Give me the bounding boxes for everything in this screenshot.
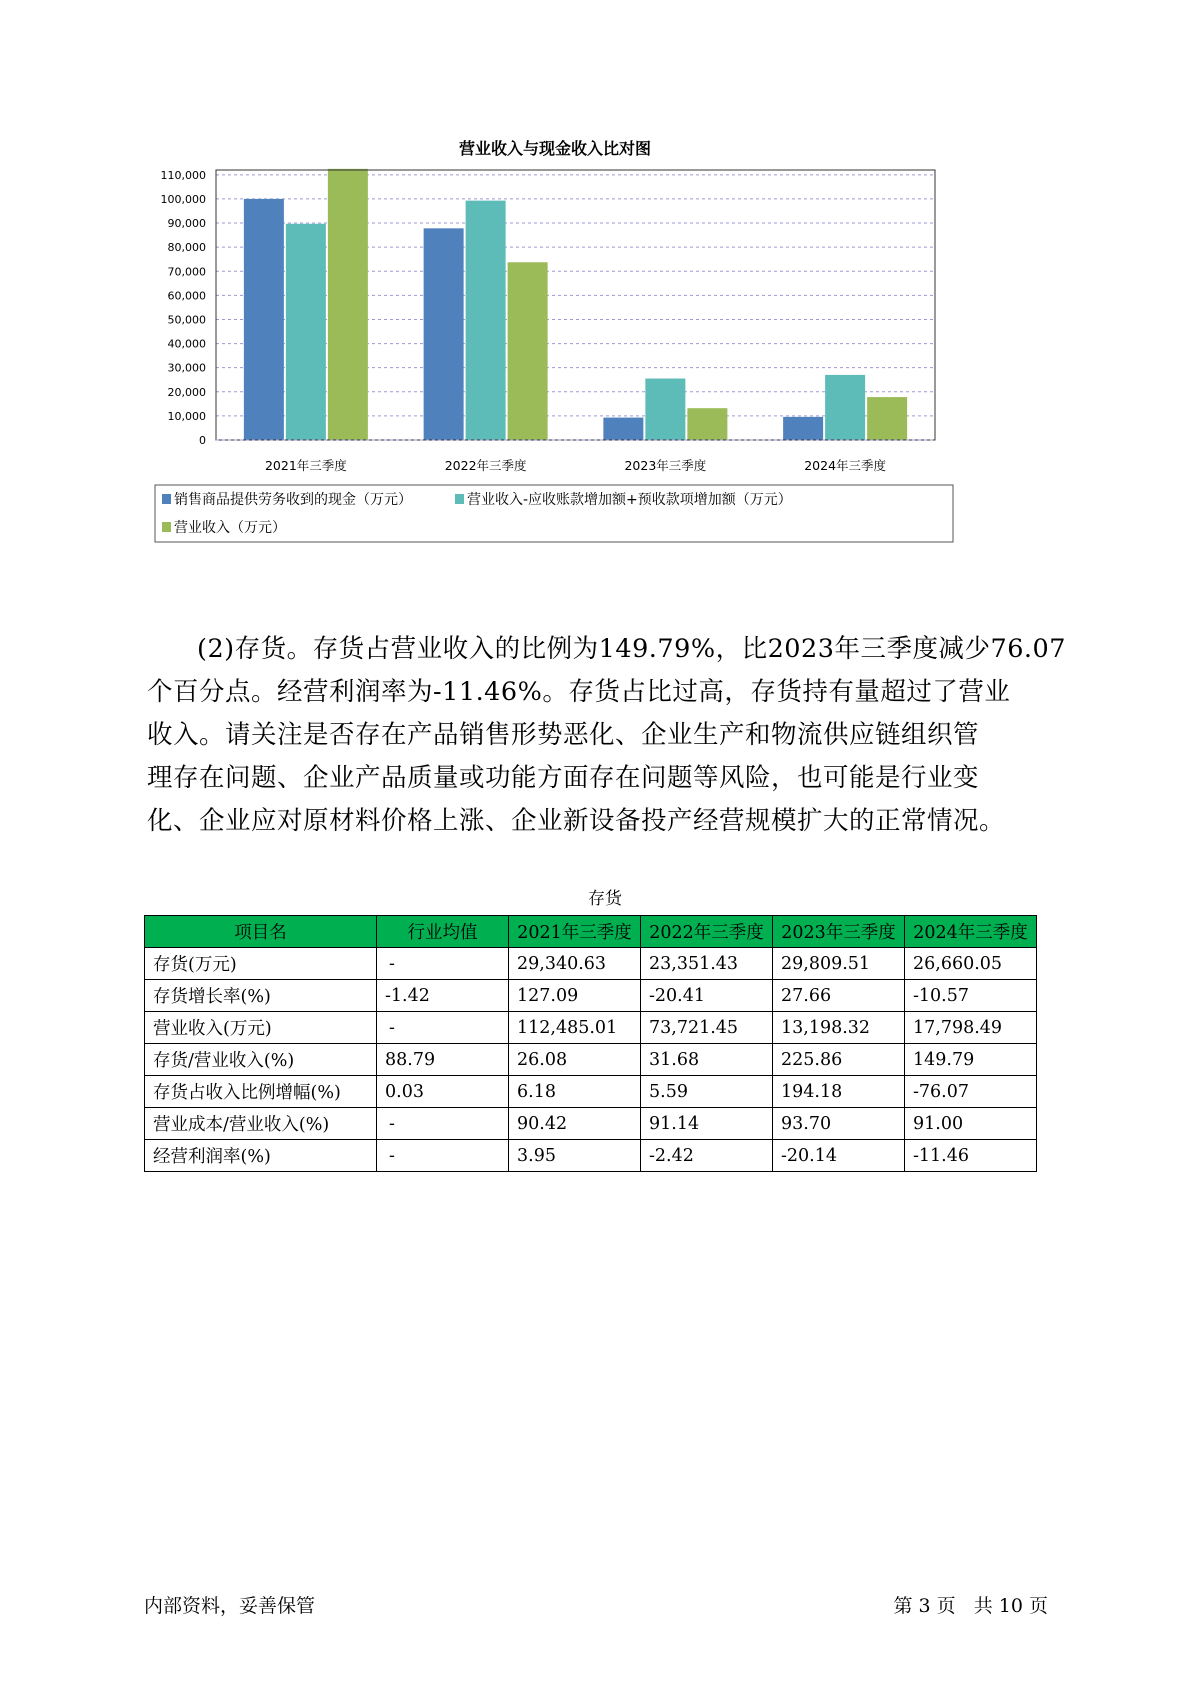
footer-confidential-note: 内部资料，妥善保管 — [144, 1595, 316, 1617]
revenue-cash-chart — [150, 135, 960, 545]
y-tick-label: 90,000 — [167, 217, 206, 231]
table-cell: 存货(万元) — [145, 948, 377, 980]
y-tick-label: 0 — [199, 434, 206, 447]
y-tick-label: 100,000 — [160, 192, 206, 206]
footer-page-number: 第 3 页 共 10 页 — [893, 1595, 1048, 1617]
header-2023q3: 2023年三季度 — [773, 916, 905, 948]
chart-legend — [155, 485, 953, 542]
y-tick-label: 50,000 — [167, 313, 206, 327]
legend-label: 销售商品提供劳务收到的现金（万元） — [174, 492, 412, 508]
bar-2024年三季度-series-2 — [867, 397, 907, 440]
bar-2024年三季度-series-0 — [783, 417, 823, 440]
table-cell: 23,351.43 — [641, 948, 773, 980]
y-tick-label: 30,000 — [167, 361, 206, 375]
paragraph-line: 收入。请关注是否存在产品销售形势恶化、企业生产和物流供应链组织管 — [147, 720, 980, 750]
inventory-table — [144, 915, 1037, 1172]
table-cell: - — [377, 1012, 509, 1044]
paragraph-line: 个百分点。经营利润率为-11.46%。存货占比过高，存货持有量超过了营业 — [147, 677, 1011, 707]
legend-label: 营业收入（万元） — [174, 520, 286, 536]
table-cell: 93.70 — [773, 1108, 905, 1140]
chart-y-axis — [161, 169, 207, 447]
table-cell: 营业成本/营业收入(%) — [145, 1108, 377, 1140]
header-2024q3: 2024年三季度 — [905, 916, 1037, 948]
table-cell: -20.14 — [773, 1140, 905, 1172]
table-cell: 149.79 — [905, 1044, 1037, 1076]
x-tick-label: 2021年三季度 — [264, 458, 347, 473]
legend-swatch — [162, 522, 171, 532]
table-cell: 73,721.45 — [641, 1012, 773, 1044]
table-cell: 112,485.01 — [509, 1012, 641, 1044]
x-tick-label: 2023年三季度 — [624, 458, 707, 473]
table-cell: 存货增长率(%) — [145, 980, 377, 1012]
y-tick-label: 40,000 — [167, 337, 206, 351]
table-cell: 6.18 — [509, 1076, 641, 1108]
table-cell: 29,340.63 — [509, 948, 641, 980]
x-tick-label: 2024年三季度 — [804, 458, 887, 473]
table-cell: 29,809.51 — [773, 948, 905, 980]
table-cell: 0.03 — [377, 1076, 509, 1108]
bar-2023年三季度-series-1 — [645, 379, 685, 440]
table-row — [145, 1108, 1037, 1140]
paragraph-line: 理存在问题、企业产品质量或功能方面存在问题等风险，也可能是行业变 — [147, 763, 980, 793]
table-cell: 31.68 — [641, 1044, 773, 1076]
table-cell: 90.42 — [509, 1108, 641, 1140]
table-cell: 26,660.05 — [905, 948, 1037, 980]
table-row — [145, 1044, 1037, 1076]
header-2021q3: 2021年三季度 — [509, 916, 641, 948]
table-cell: 存货/营业收入(%) — [145, 1044, 377, 1076]
y-tick-label: 20,000 — [167, 385, 206, 399]
table-cell: - — [377, 948, 509, 980]
bar-2022年三季度-series-1 — [466, 201, 506, 440]
bar-2022年三季度-series-2 — [508, 262, 548, 440]
bar-2021年三季度-series-0 — [244, 199, 284, 440]
table-cell: 88.79 — [377, 1044, 509, 1076]
y-tick-label: 70,000 — [167, 265, 206, 279]
paragraph-line: 化、企业应对原材料价格上涨、企业新设备投产经营规模扩大的正常情况。 — [147, 806, 1006, 836]
table-cell: 17,798.49 — [905, 1012, 1037, 1044]
legend-swatch — [162, 494, 171, 504]
y-tick-label: 10,000 — [167, 409, 206, 423]
inventory-analysis-paragraph — [147, 628, 1066, 843]
chart-x-axis — [265, 458, 887, 473]
table-caption: 存货 — [588, 889, 622, 909]
table-row — [145, 980, 1037, 1012]
paragraph-line: (2)存货。存货占营业收入的比例为149.79%，比2023年三季度减少76.07 — [197, 634, 1066, 664]
table-cell: -76.07 — [905, 1076, 1037, 1108]
table-cell: 存货占收入比例增幅(%) — [145, 1076, 377, 1108]
bar-2021年三季度-series-1 — [286, 224, 326, 440]
legend-label: 营业收入-应收账款增加额+预收款项增加额（万元） — [467, 492, 792, 508]
header-industry-avg: 行业均值 — [377, 916, 509, 948]
y-tick-label: 110,000 — [160, 168, 206, 182]
table-cell: -10.57 — [905, 980, 1037, 1012]
bar-2021年三季度-series-2 — [328, 169, 368, 440]
bar-2022年三季度-series-0 — [424, 228, 464, 440]
table-cell: -11.46 — [905, 1140, 1037, 1172]
header-item-name: 项目名 — [145, 916, 377, 948]
table-cell: 营业收入(万元) — [145, 1012, 377, 1044]
table-cell: 91.00 — [905, 1108, 1037, 1140]
table-cell: 13,198.32 — [773, 1012, 905, 1044]
table-cell: - — [377, 1108, 509, 1140]
bar-2023年三季度-series-0 — [603, 418, 643, 440]
y-tick-label: 60,000 — [167, 289, 206, 303]
table-cell: 27.66 — [773, 980, 905, 1012]
header-2022q3: 2022年三季度 — [641, 916, 773, 948]
table-cell: 127.09 — [509, 980, 641, 1012]
table-cell: -1.42 — [377, 980, 509, 1012]
y-tick-label: 80,000 — [167, 241, 206, 255]
legend-swatch — [455, 494, 464, 504]
x-tick-label: 2022年三季度 — [444, 458, 527, 473]
chart-bars — [244, 169, 907, 440]
table-row — [145, 1012, 1037, 1044]
table-cell: -20.41 — [641, 980, 773, 1012]
table-cell: 194.18 — [773, 1076, 905, 1108]
table-cell: 5.59 — [641, 1076, 773, 1108]
table-cell: 26.08 — [509, 1044, 641, 1076]
table-cell: - — [377, 1140, 509, 1172]
table-cell: 225.86 — [773, 1044, 905, 1076]
table-row — [145, 948, 1037, 980]
table-row — [145, 1140, 1037, 1172]
bar-2023年三季度-series-2 — [687, 408, 727, 440]
table-header-row — [145, 916, 1037, 948]
chart-title: 营业收入与现金收入比对图 — [458, 139, 652, 158]
table-cell: -2.42 — [641, 1140, 773, 1172]
table-cell: 经营利润率(%) — [145, 1140, 377, 1172]
table-cell: 3.95 — [509, 1140, 641, 1172]
table-row — [145, 1076, 1037, 1108]
bar-2024年三季度-series-1 — [825, 375, 865, 440]
table-cell: 91.14 — [641, 1108, 773, 1140]
